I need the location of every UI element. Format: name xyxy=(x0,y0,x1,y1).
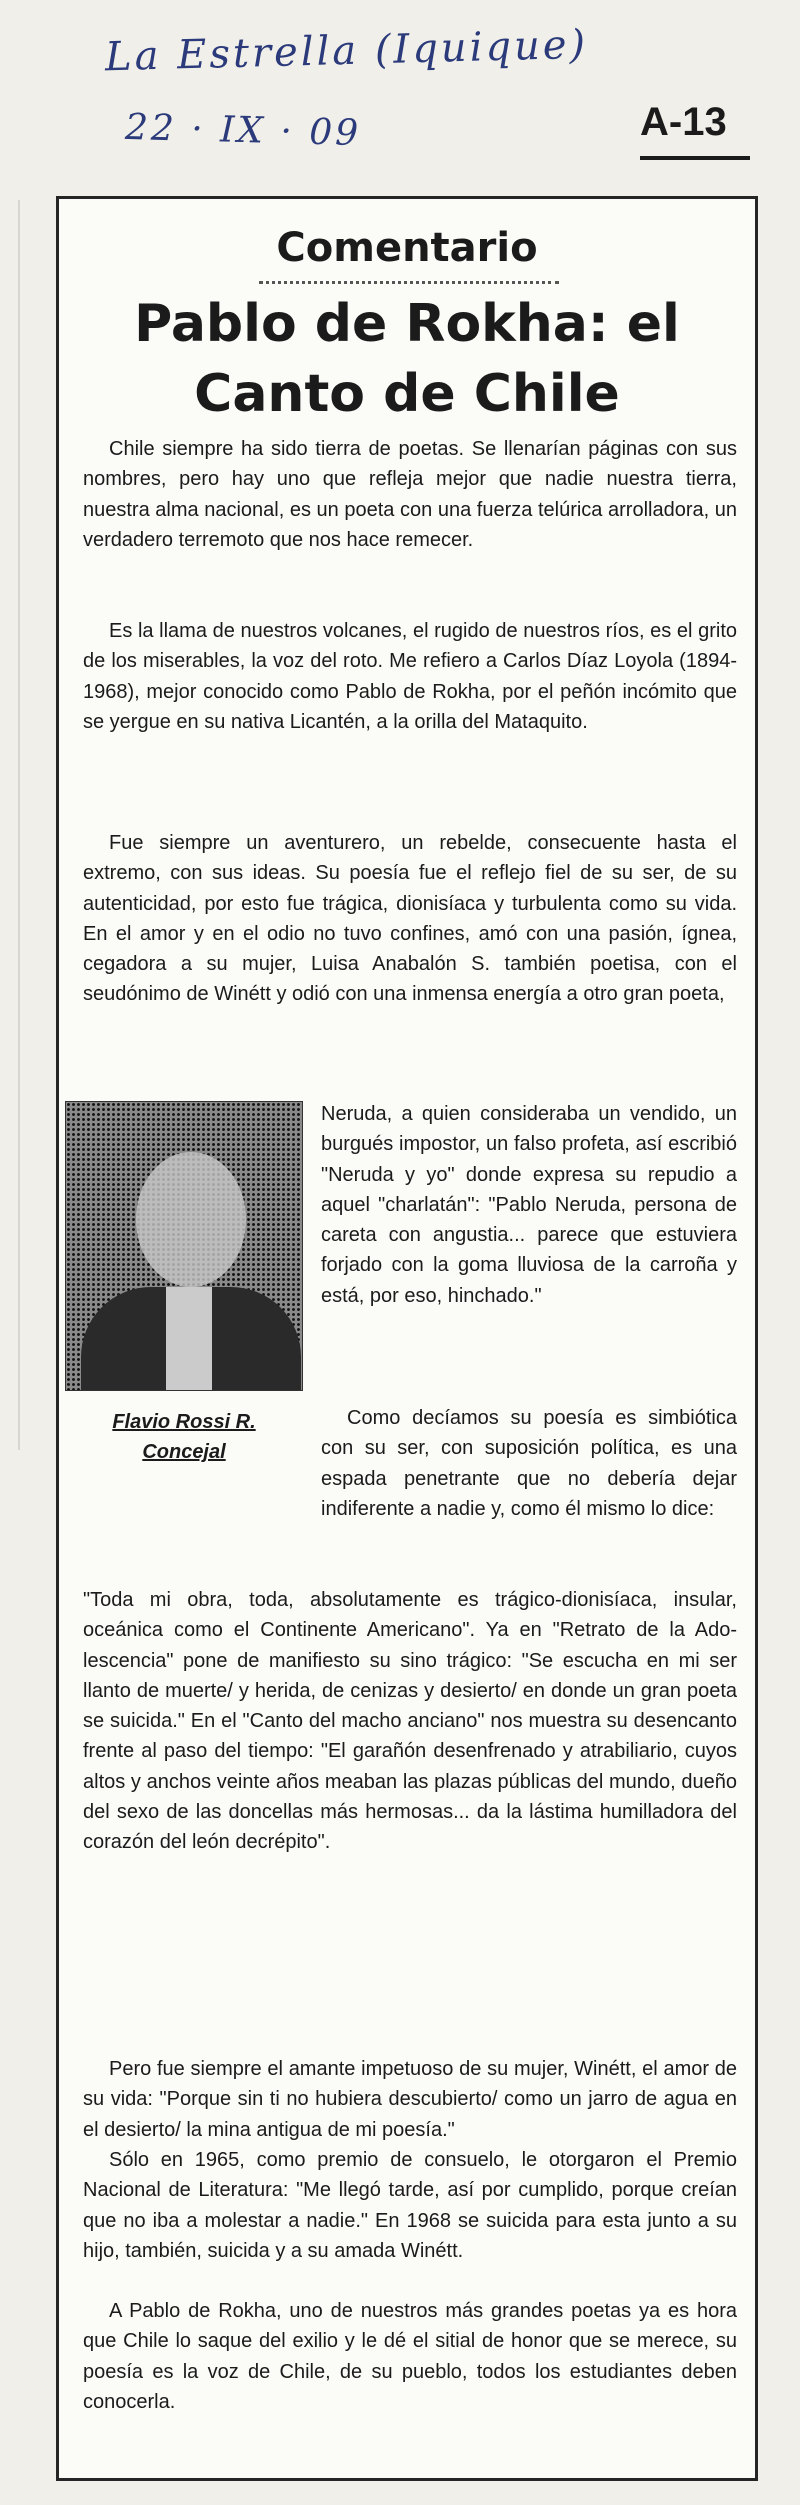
author-photo xyxy=(65,1101,303,1391)
section-underline xyxy=(259,281,559,284)
page-number: A-13 xyxy=(640,100,727,144)
headline-line-2: Canto de Chile xyxy=(194,364,620,424)
adjacent-column-edge xyxy=(18,200,20,1450)
headline-line-1: Pablo de Rokha: el xyxy=(134,294,680,354)
section-label: Comentario xyxy=(276,225,538,271)
photo-caption-name: Flavio Rossi R. xyxy=(112,1411,256,1433)
photo-caption-role: Concejal xyxy=(142,1441,226,1463)
paragraph-3-continued: Neruda, a quien consideraba un vendido, un burgués impostor, un falso profeta, así escribió "Neruda y yo" donde expresa su repudio a aquel "charlatán": "Pablo Neruda, persona de careta con angustia... parece que estuviera forjado con la goma lluviosa de la carroña y está, por eso, hinchado." xyxy=(321,1103,737,1307)
headline xyxy=(59,289,755,429)
paragraph-3: Fue siempre un aventurero, un rebelde, consecuente hasta el extremo, con sus ideas. Su poesía fue el reflejo fiel de su ser, de su autenticidad, por esto fue trágica, dionisíaca y turbulenta como su vida. En el amor y en el odio no tuvo confines, amó con una pasión, ígnea, cegadora a su mujer, Luisa Anabalón S. también poetisa, con el seudónimo de Winétt y odió con una inmensa energía a otro gran poeta, xyxy=(83,832,737,1006)
paragraph-5: Pero fue siempre el amante impetuoso de su mujer, Winétt, el amor de su vida: "Porque sin ti no hubiera descubierto/ como un jarro de agua en el desierto/ la mina antigua de mi poesía." xyxy=(83,2058,737,2141)
photo-head-shape xyxy=(136,1152,246,1287)
paragraph-4: Como decíamos su poesía es simbiótica con su ser, con suposición política, es una espada penetrante que no debería dejar indiferente a nadie y, como él mismo lo dice: xyxy=(321,1407,737,1520)
handwritten-source-note: La Estrella (Iquique) xyxy=(104,21,589,81)
paragraph-4-continued: "Toda mi obra, toda, absolutamente es trágico-dionisíaca, insular, oceánica como el Continente Americano". Ya en "Retrato de la Adolescencia" pone de manifiesto su sino trágico: "Se escucha en mi ser llanto de muerte/ y herida, de cenizas y desierto/ en donde un gran poeta se suicida." En el "Canto del macho anciano" nos muestra su desencanto frente al paso del tiempo: "El garañón desenfrenado y atrabiliario, cuyos altos y anchos veinte años meaban las plazas públicas del mundo, dueño del sexo de las doncellas más hermosas... da la lástima humilladora del corazón del león decrépito". xyxy=(83,1589,737,1854)
newspaper-clipping xyxy=(56,196,758,2481)
paragraph-7: A Pablo de Rokha, uno de nuestros más grandes poetas ya es hora que Chile lo saque del exilio y le dé el sitial de honor que se merece, su poesía es la voz de Chile, de su pueblo, todos los estudiantes deben conocerla. xyxy=(83,2300,737,2413)
handwritten-date: 22 · IX · 09 xyxy=(124,106,362,155)
paragraph-1: Chile siempre ha sido tierra de poetas. Se llenarían páginas con sus nombres, pero hay uno que refleja mejor que nadie nuestra tierra, nuestra alma nacional, es un poeta con una fuerza telúrica arrolladora, un verdadero terremoto que nos hace remecer. xyxy=(83,438,737,551)
paragraph-6: Sólo en 1965, como premio de consuelo, le otorgaron el Premio Nacional de Literatura: "Me llegó tarde, así por cumplido, porque creían que no iba a molestar a nadie." En 1968 se suicida para esta junto a su hijo, también, suicida y a su amada Winétt. xyxy=(83,2149,737,2262)
photo-shirt-shape xyxy=(166,1287,212,1391)
page-number-rule xyxy=(640,156,750,160)
paragraph-2: Es la llama de nuestros volcanes, el rugido de nuestros ríos, es el grito de los miserables, la voz del roto. Me refiero a Carlos Díaz Loyola (1894-1968), mejor conocido como Pablo de Rokha, por el peñón incómito que se yergue en su nativa Licantén, a la orilla del Mataquito. xyxy=(83,620,737,733)
